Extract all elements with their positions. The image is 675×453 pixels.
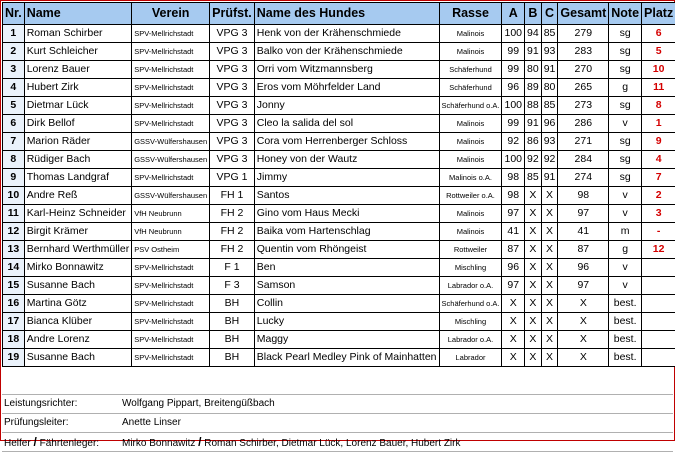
cell-verein: SPV-Mellrichstadt (132, 169, 210, 187)
cell-rasse: Malinois (439, 205, 502, 223)
cell-nr: 19 (3, 349, 25, 367)
cell-hundename: Balko von der Krähenschmiede (254, 43, 439, 61)
helfer-label (4, 433, 99, 453)
cell-note: m (609, 223, 642, 241)
cell-a: 100 (502, 25, 525, 43)
table-row (3, 151, 675, 169)
results-table (2, 2, 675, 367)
cell-platz (642, 313, 675, 331)
richter-value: Wolfgang Pippart, Breitengüßbach (122, 395, 275, 413)
cell-hundename: Eros vom Möhrfelder Land (254, 79, 439, 97)
footer-richter (2, 395, 673, 414)
cell-a: 99 (502, 43, 525, 61)
header-rasse: Rasse (439, 3, 502, 25)
helfer-label-slash: / (33, 435, 36, 449)
header-a: A (502, 3, 525, 25)
cell-rasse: Schäferhund (439, 61, 502, 79)
cell-pruefstufe: FH 1 (210, 187, 255, 205)
cell-platz: 4 (642, 151, 675, 169)
cell-verein: SPV-Mellrichstadt (132, 331, 210, 349)
table-row (3, 331, 675, 349)
cell-nr: 2 (3, 43, 25, 61)
cell-rasse: Rottweiler (439, 241, 502, 259)
cell-note: sg (609, 25, 642, 43)
cell-a: X (502, 313, 525, 331)
table-row (3, 61, 675, 79)
cell-gesamt: 96 (558, 259, 609, 277)
cell-pruefstufe: VPG 3 (210, 115, 255, 133)
cell-gesamt: X (558, 313, 609, 331)
cell-hundename: Henk von der Krähenschmiede (254, 25, 439, 43)
cell-verein: VfH Neubrunn (132, 205, 210, 223)
cell-a: 96 (502, 79, 525, 97)
cell-platz (642, 331, 675, 349)
cell-verein: SPV-Mellrichstadt (132, 349, 210, 367)
header-verein: Verein (132, 3, 210, 25)
header-platz: Platz (642, 3, 675, 25)
cell-b: X (525, 241, 542, 259)
cell-pruefstufe: VPG 1 (210, 169, 255, 187)
cell-gesamt: 98 (558, 187, 609, 205)
cell-b: 89 (525, 79, 542, 97)
leiter-value: Anette Linser (122, 414, 181, 432)
cell-platz: 10 (642, 61, 675, 79)
cell-b: 94 (525, 25, 542, 43)
cell-a: 100 (502, 151, 525, 169)
cell-hundename: Jonny (254, 97, 439, 115)
cell-a: 98 (502, 187, 525, 205)
cell-platz: 9 (642, 133, 675, 151)
cell-note: sg (609, 61, 642, 79)
table-row (3, 295, 675, 313)
cell-verein: SPV-Mellrichstadt (132, 43, 210, 61)
cell-rasse: Malinois (439, 25, 502, 43)
cell-rasse: Malinois (439, 43, 502, 61)
cell-c: X (541, 259, 558, 277)
table-row (3, 241, 675, 259)
cell-platz: 8 (642, 97, 675, 115)
cell-platz: 3 (642, 205, 675, 223)
cell-pruefstufe: BH (210, 349, 255, 367)
cell-b: 91 (525, 43, 542, 61)
cell-b: X (525, 349, 542, 367)
cell-nr: 7 (3, 133, 25, 151)
table-row (3, 115, 675, 133)
cell-c: 85 (541, 97, 558, 115)
cell-rasse: Malinois o.A. (439, 169, 502, 187)
cell-b: X (525, 313, 542, 331)
cell-b: X (525, 187, 542, 205)
cell-name: Roman Schirber (24, 25, 132, 43)
cell-nr: 9 (3, 169, 25, 187)
cell-a: 92 (502, 133, 525, 151)
cell-pruefstufe: VPG 3 (210, 43, 255, 61)
cell-b: X (525, 259, 542, 277)
cell-gesamt: 273 (558, 97, 609, 115)
cell-rasse: Schäferhund o.A. (439, 97, 502, 115)
cell-c: X (541, 205, 558, 223)
cell-rasse: Schäferhund o.A. (439, 295, 502, 313)
cell-c: X (541, 313, 558, 331)
cell-hundename: Baika vom Hartenschlag (254, 223, 439, 241)
cell-a: 97 (502, 205, 525, 223)
cell-rasse: Mischling (439, 259, 502, 277)
cell-c: 93 (541, 133, 558, 151)
cell-pruefstufe: BH (210, 295, 255, 313)
cell-name: Marion Räder (24, 133, 132, 151)
cell-b: 86 (525, 133, 542, 151)
cell-note: v (609, 115, 642, 133)
cell-name: Birgit Krämer (24, 223, 132, 241)
cell-platz (642, 277, 675, 295)
cell-name: Bernhard Werthmüller (24, 241, 132, 259)
cell-a: 87 (502, 241, 525, 259)
header-b: B (525, 3, 542, 25)
cell-name: Dietmar Lück (24, 97, 132, 115)
cell-hundename: Quentin vom Rhöngeist (254, 241, 439, 259)
cell-platz: 7 (642, 169, 675, 187)
cell-gesamt: 284 (558, 151, 609, 169)
cell-rasse: Malinois (439, 151, 502, 169)
helfer-value (122, 433, 460, 453)
header-name: Name (24, 3, 132, 25)
helfer-value-b: Roman Schirber, Dietmar Lück, Lorenz Bauer, Hubert Zirk (204, 438, 460, 449)
cell-name: Rüdiger Bach (24, 151, 132, 169)
header-pruefstufe: Prüfst. (210, 3, 255, 25)
cell-hundename: Maggy (254, 331, 439, 349)
footer-spacer (2, 384, 673, 395)
cell-nr: 13 (3, 241, 25, 259)
cell-nr: 8 (3, 151, 25, 169)
cell-nr: 17 (3, 313, 25, 331)
cell-platz (642, 349, 675, 367)
cell-pruefstufe: VPG 3 (210, 79, 255, 97)
cell-hundename: Gino vom Haus Mecki (254, 205, 439, 223)
cell-pruefstufe: VPG 3 (210, 25, 255, 43)
cell-note: sg (609, 43, 642, 61)
table-row (3, 169, 675, 187)
cell-c: X (541, 241, 558, 259)
cell-gesamt: 286 (558, 115, 609, 133)
cell-verein: SPV-Mellrichstadt (132, 25, 210, 43)
cell-b: 92 (525, 151, 542, 169)
cell-name: Karl-Heinz Schneider (24, 205, 132, 223)
cell-verein: SPV-Mellrichstadt (132, 277, 210, 295)
cell-nr: 11 (3, 205, 25, 223)
footer (2, 384, 673, 452)
cell-verein: VfH Neubrunn (132, 223, 210, 241)
cell-hundename: Samson (254, 277, 439, 295)
cell-hundename: Honey von der Wautz (254, 151, 439, 169)
cell-note: best. (609, 349, 642, 367)
cell-nr: 14 (3, 259, 25, 277)
cell-b: X (525, 205, 542, 223)
helfer-value-slash: / (198, 435, 201, 449)
header-c: C (541, 3, 558, 25)
cell-b: 88 (525, 97, 542, 115)
helfer-value-a: Mirko Bonnawitz (122, 438, 195, 449)
cell-c: 91 (541, 169, 558, 187)
cell-nr: 18 (3, 331, 25, 349)
footer-helfer (2, 433, 673, 452)
cell-c: X (541, 277, 558, 295)
cell-a: 100 (502, 97, 525, 115)
cell-name: Lorenz Bauer (24, 61, 132, 79)
cell-platz: - (642, 223, 675, 241)
cell-rasse: Labrador (439, 349, 502, 367)
cell-name: Thomas Landgraf (24, 169, 132, 187)
cell-hundename: Lucky (254, 313, 439, 331)
cell-name: Martina Götz (24, 295, 132, 313)
cell-note: sg (609, 151, 642, 169)
cell-note: v (609, 277, 642, 295)
cell-gesamt: 87 (558, 241, 609, 259)
cell-hundename: Cleo la salida del sol (254, 115, 439, 133)
cell-a: 97 (502, 277, 525, 295)
table-row (3, 187, 675, 205)
header-hundename: Name des Hundes (254, 3, 439, 25)
cell-nr: 6 (3, 115, 25, 133)
cell-name: Susanne Bach (24, 349, 132, 367)
cell-a: 41 (502, 223, 525, 241)
cell-pruefstufe: F 3 (210, 277, 255, 295)
cell-verein: SPV-Mellrichstadt (132, 61, 210, 79)
cell-hundename: Cora vom Herrenberger Schloss (254, 133, 439, 151)
cell-rasse: Labrador o.A. (439, 277, 502, 295)
table-row (3, 259, 675, 277)
table-row (3, 313, 675, 331)
results-body (3, 25, 675, 367)
cell-nr: 3 (3, 61, 25, 79)
cell-nr: 15 (3, 277, 25, 295)
cell-name: Kurt Schleicher (24, 43, 132, 61)
table-row (3, 97, 675, 115)
cell-pruefstufe: BH (210, 331, 255, 349)
cell-verein: SPV-Mellrichstadt (132, 79, 210, 97)
cell-platz (642, 259, 675, 277)
cell-c: X (541, 187, 558, 205)
cell-name: Andre Reß (24, 187, 132, 205)
cell-nr: 10 (3, 187, 25, 205)
cell-rasse: Malinois (439, 133, 502, 151)
cell-note: best. (609, 295, 642, 313)
cell-b: 80 (525, 61, 542, 79)
cell-name: Andre Lorenz (24, 331, 132, 349)
cell-b: 91 (525, 115, 542, 133)
cell-platz: 2 (642, 187, 675, 205)
cell-c: 96 (541, 115, 558, 133)
cell-gesamt: 270 (558, 61, 609, 79)
header-gesamt: Gesamt (558, 3, 609, 25)
cell-hundename: Black Pearl Medley Pink of Mainhatten (254, 349, 439, 367)
cell-pruefstufe: FH 2 (210, 223, 255, 241)
cell-c: X (541, 349, 558, 367)
cell-note: sg (609, 97, 642, 115)
cell-pruefstufe: VPG 3 (210, 97, 255, 115)
cell-rasse: Labrador o.A. (439, 331, 502, 349)
cell-rasse: Mischling (439, 313, 502, 331)
cell-rasse: Malinois (439, 223, 502, 241)
cell-a: X (502, 331, 525, 349)
cell-verein: GSSV-Wülfershausen (132, 151, 210, 169)
cell-gesamt: X (558, 331, 609, 349)
table-row (3, 79, 675, 97)
cell-c: X (541, 331, 558, 349)
cell-platz: 11 (642, 79, 675, 97)
cell-nr: 16 (3, 295, 25, 313)
cell-verein: GSSV-Wülfershausen (132, 187, 210, 205)
cell-gesamt: 283 (558, 43, 609, 61)
cell-c: 85 (541, 25, 558, 43)
cell-nr: 1 (3, 25, 25, 43)
cell-note: g (609, 79, 642, 97)
helfer-label-a: Helfer (4, 438, 31, 449)
cell-hundename: Collin (254, 295, 439, 313)
cell-pruefstufe: BH (210, 313, 255, 331)
header-note: Note (609, 3, 642, 25)
cell-name: Hubert Zirk (24, 79, 132, 97)
cell-verein: SPV-Mellrichstadt (132, 259, 210, 277)
cell-gesamt: X (558, 295, 609, 313)
header-row (3, 3, 675, 25)
cell-c: 80 (541, 79, 558, 97)
cell-gesamt: X (558, 349, 609, 367)
cell-name: Dirk Bellof (24, 115, 132, 133)
cell-nr: 5 (3, 97, 25, 115)
richter-label: Leistungsrichter: (4, 395, 77, 413)
cell-platz (642, 295, 675, 313)
cell-pruefstufe: VPG 3 (210, 133, 255, 151)
cell-note: sg (609, 169, 642, 187)
cell-c: 91 (541, 61, 558, 79)
cell-note: v (609, 187, 642, 205)
cell-name: Mirko Bonnawitz (24, 259, 132, 277)
cell-hundename: Santos (254, 187, 439, 205)
header-nr: Nr. (3, 3, 25, 25)
cell-a: 99 (502, 115, 525, 133)
table-row (3, 277, 675, 295)
cell-name: Susanne Bach (24, 277, 132, 295)
cell-rasse: Schäferhund (439, 79, 502, 97)
cell-a: 96 (502, 259, 525, 277)
cell-c: 92 (541, 151, 558, 169)
cell-c: 93 (541, 43, 558, 61)
cell-gesamt: 97 (558, 205, 609, 223)
cell-verein: SPV-Mellrichstadt (132, 313, 210, 331)
leiter-label: Prüfungsleiter: (4, 414, 68, 432)
cell-nr: 4 (3, 79, 25, 97)
cell-platz: 6 (642, 25, 675, 43)
cell-a: 99 (502, 61, 525, 79)
cell-rasse: Rottweiler o.A. (439, 187, 502, 205)
cell-gesamt: 265 (558, 79, 609, 97)
cell-b: X (525, 223, 542, 241)
cell-gesamt: 274 (558, 169, 609, 187)
cell-gesamt: 271 (558, 133, 609, 151)
table-row (3, 43, 675, 61)
cell-b: X (525, 295, 542, 313)
cell-verein: SPV-Mellrichstadt (132, 295, 210, 313)
cell-gesamt: 41 (558, 223, 609, 241)
table-row (3, 133, 675, 151)
cell-verein: SPV-Mellrichstadt (132, 115, 210, 133)
cell-verein: PSV Ostheim (132, 241, 210, 259)
cell-a: 98 (502, 169, 525, 187)
cell-note: best. (609, 331, 642, 349)
cell-platz: 12 (642, 241, 675, 259)
cell-rasse: Malinois (439, 115, 502, 133)
cell-verein: GSSV-Wülfershausen (132, 133, 210, 151)
cell-a: X (502, 349, 525, 367)
table-row (3, 205, 675, 223)
cell-c: X (541, 223, 558, 241)
cell-nr: 12 (3, 223, 25, 241)
cell-pruefstufe: VPG 3 (210, 61, 255, 79)
cell-b: X (525, 277, 542, 295)
cell-gesamt: 97 (558, 277, 609, 295)
cell-note: v (609, 259, 642, 277)
cell-b: 85 (525, 169, 542, 187)
cell-verein: SPV-Mellrichstadt (132, 97, 210, 115)
cell-platz: 1 (642, 115, 675, 133)
cell-hundename: Orri vom Witzmannsberg (254, 61, 439, 79)
cell-hundename: Jimmy (254, 169, 439, 187)
footer-leiter (2, 414, 673, 433)
cell-note: v (609, 205, 642, 223)
cell-pruefstufe: FH 2 (210, 205, 255, 223)
table-row (3, 349, 675, 367)
cell-platz: 5 (642, 43, 675, 61)
cell-pruefstufe: VPG 3 (210, 151, 255, 169)
cell-note: best. (609, 313, 642, 331)
helfer-label-b: Fährtenleger: (40, 438, 99, 449)
cell-pruefstufe: FH 2 (210, 241, 255, 259)
cell-hundename: Ben (254, 259, 439, 277)
cell-c: X (541, 295, 558, 313)
cell-note: g (609, 241, 642, 259)
cell-name: Bianca Klüber (24, 313, 132, 331)
cell-gesamt: 279 (558, 25, 609, 43)
cell-pruefstufe: F 1 (210, 259, 255, 277)
cell-a: X (502, 295, 525, 313)
cell-note: sg (609, 133, 642, 151)
cell-b: X (525, 331, 542, 349)
table-row (3, 223, 675, 241)
table-row (3, 25, 675, 43)
